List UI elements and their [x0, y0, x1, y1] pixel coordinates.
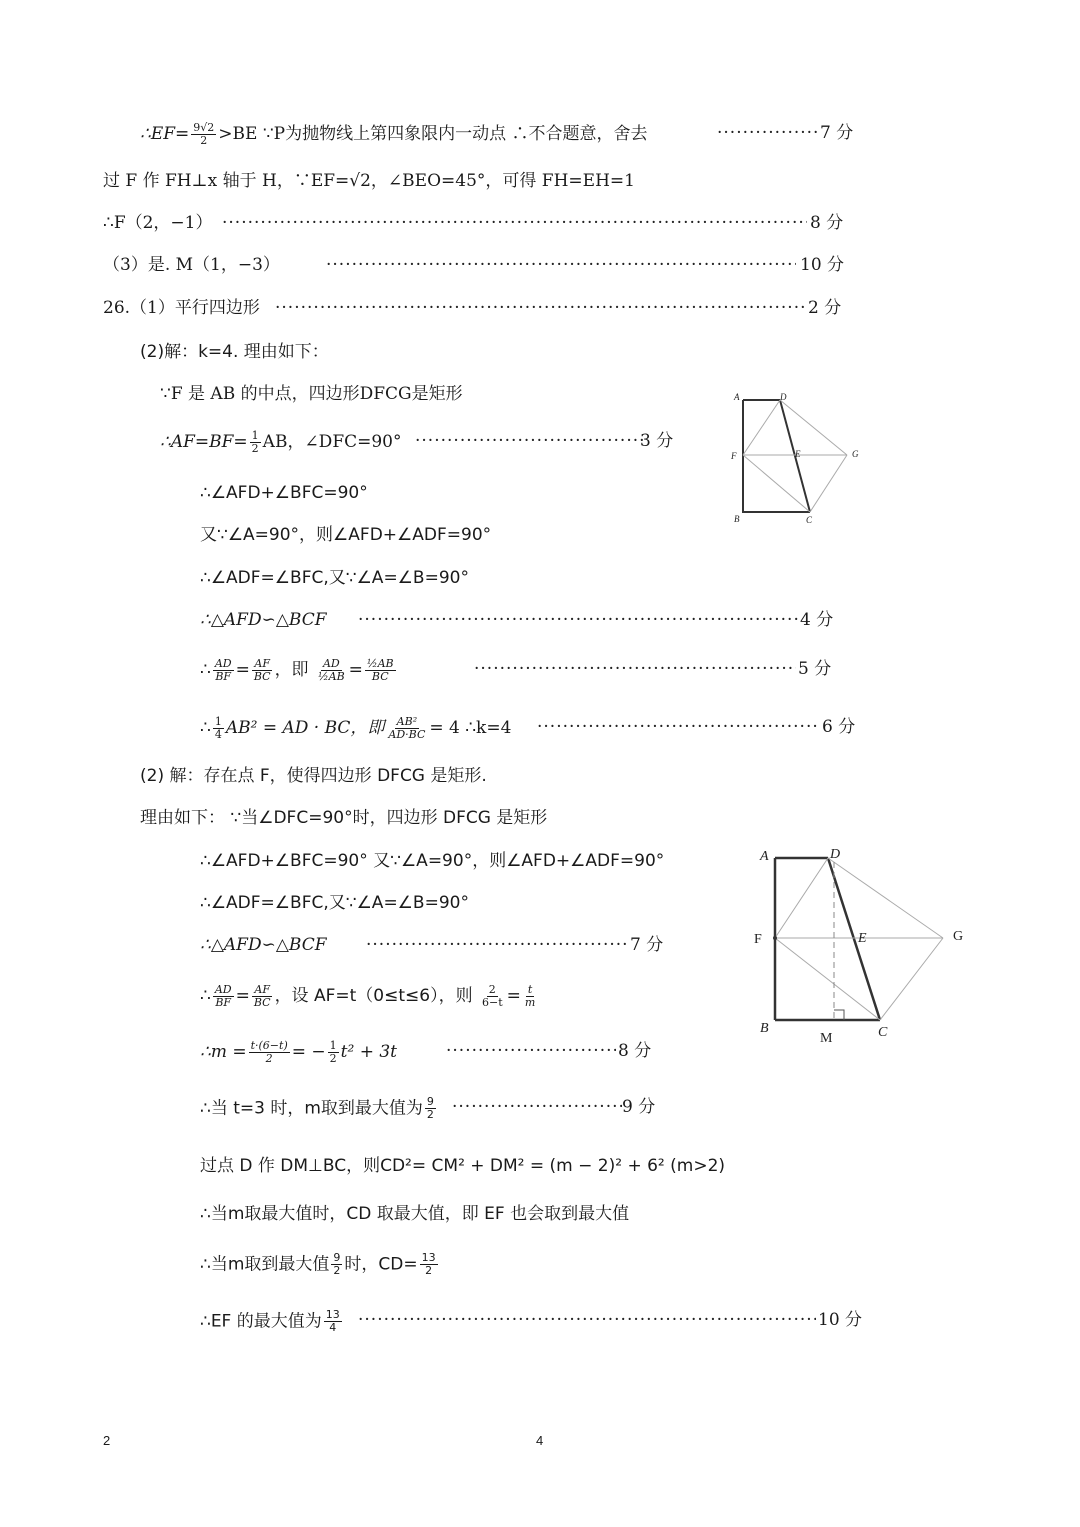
footer-center-page: 4: [536, 1433, 544, 1448]
leader-dots: [358, 1309, 816, 1331]
line-ef-condition: [140, 122, 648, 147]
leader-dots: [222, 212, 807, 234]
score: 6 分: [822, 717, 856, 737]
geometry-figure-2: [750, 840, 980, 1050]
text: >BE ∵P为抛物线上第四象限内一动点 ∴不合题意，舍去: [218, 124, 648, 144]
line-cd-max: ∴当m取最大值时，CD 取最大值，即 EF 也会取到最大值: [200, 1204, 630, 1224]
line-part2-reason: 理由如下： ∵当∠DFC=90°时，四边形 DFCG 是矩形: [140, 808, 548, 828]
score: 10 分: [800, 255, 845, 275]
score: 2 分: [808, 298, 842, 318]
line-f-point: ∴F（2，−1）: [103, 213, 213, 233]
line-26-1: 26.（1）平行四边形: [103, 298, 260, 318]
leader-dots: [446, 1040, 616, 1062]
line-ratio: ∴ $\frac{AD}{BF}$ = $\frac{AF}{BC}$ ，即 $\frac{AD}{\text{½AB}}$ = $\frac{\text{½AB}}{BC}$: [200, 657, 394, 683]
score: 4 分: [800, 610, 834, 630]
label-e: E: [858, 931, 867, 946]
side-dc: [828, 858, 880, 1020]
line-max-m: ∴当 t=3 时，m取到最大值为 $\frac{9}{2}$: [200, 1095, 434, 1121]
leader-dots: [366, 934, 628, 956]
right-angle-mark: [834, 1010, 844, 1020]
line-similar: ∴△AFD∽△BCF: [200, 610, 327, 630]
line-fh: 过 F 作 FH⊥x 轴于 H，∵EF=√2，∠BEO=45°，可得 FH=EH=1: [103, 171, 635, 191]
line-fc: [743, 455, 810, 512]
label-b: B: [734, 514, 740, 524]
label-a: A: [760, 849, 769, 864]
fraction: $\frac{9√2}{2}$: [193, 121, 215, 147]
score: 3 分: [640, 431, 674, 451]
line-fd: [775, 858, 828, 938]
score: 7 分: [630, 935, 664, 955]
leader-dots: [415, 430, 643, 452]
line-af-bf: ∴AF=BF= $\frac{1}{2}$ AB，∠DFC=90°: [160, 429, 402, 455]
line-angle-adf: ∴∠ADF=∠BFC,又∵∠A=∠B=90°: [200, 568, 469, 588]
fraction: $\frac{1}{2}$: [251, 429, 259, 455]
label-f: F: [754, 932, 762, 947]
line-k-value: ∴ $\frac{1}{4}$ AB² = AD · BC，即 $\frac{\text{AB²}}{AD\cdot BC}$ = 4 ∴k=4: [200, 715, 512, 741]
leader-dots: [358, 609, 798, 631]
line-dm-cd: 过点 D 作 DM⊥BC，则CD²= CM² + DM² = (m − 2)² + 6² (m>2): [200, 1156, 726, 1176]
label-m: M: [820, 1031, 833, 1046]
line-fd: [743, 400, 780, 455]
line-part2-adf: ∴∠ADF=∠BFC,又∵∠A=∠B=90°: [200, 893, 469, 913]
line-part2-intro: (2) 解：存在点 F，使得四边形 DFCG 是矩形.: [140, 766, 487, 786]
line-cd-value: ∴当m取到最大值 $\frac{9}{2}$ 时，CD= $\frac{13}{2}$: [200, 1251, 436, 1277]
label-a: A: [734, 392, 740, 402]
score: 10 分: [818, 1310, 863, 1330]
line-angle-sum: ∴∠AFD+∠BFC=90°: [200, 483, 368, 503]
footer-left-page: 2: [103, 1433, 111, 1448]
line-cg: [880, 938, 943, 1020]
line-part2-ratio: ∴ $\frac{AD}{BF}$ = $\frac{AF}{BC}$ ，设 AF=t（0≤t≤6），则 $\frac{2}{6-t}$ = $\frac{t}{m}$: [200, 983, 536, 1009]
line-part2-similar: ∴△AFD∽△BCF: [200, 935, 327, 955]
score: 9 分: [622, 1097, 656, 1117]
leader-dots: [537, 716, 819, 738]
line-dg: [828, 858, 943, 938]
leader-dots: [275, 297, 805, 319]
line-fc: [775, 938, 880, 1020]
score: 5 分: [798, 659, 832, 679]
line-dg: [780, 400, 847, 455]
text: ∴EF=: [140, 124, 190, 144]
label-b: B: [760, 1021, 769, 1036]
line-part2-angles: ∴∠AFD+∠BFC=90° 又∵∠A=90°，则∠AFD+∠ADF=90°: [200, 851, 665, 871]
label-e: E: [795, 449, 801, 459]
line-26-2-k: (2)解：k=4. 理由如下：: [140, 342, 329, 362]
score: 8 分: [810, 213, 844, 233]
score: 8 分: [618, 1041, 652, 1061]
leader-dots: [326, 254, 796, 276]
label-d: D: [780, 392, 787, 402]
line-ef-max: ∴EF 的最大值为 $\frac{13}{4}$: [200, 1308, 340, 1334]
label-c: C: [878, 1025, 888, 1040]
line-angle-a: 又∵∠A=90°，则∠AFD+∠ADF=90°: [200, 525, 492, 545]
label-g: G: [953, 929, 964, 944]
score: 7 分: [820, 123, 854, 143]
line-m-formula: ∴m = $\frac{t\cdot(6-t)}{2}$ = − $\frac{1}{2}$ t² + 3t: [200, 1039, 397, 1065]
point-f: [773, 936, 777, 940]
geometry-figure-1: [730, 390, 870, 530]
line-f-midpoint: ∵F 是 AB 的中点，四边形DFCG是矩形: [160, 384, 463, 404]
label-f: F: [731, 451, 737, 461]
label-g: G: [852, 449, 859, 459]
leader-dots: [717, 122, 817, 144]
line-m-point: （3）是. M（1，−3）: [103, 255, 280, 275]
leader-dots: [452, 1096, 622, 1118]
label-d: D: [830, 847, 841, 862]
label-c: C: [806, 515, 813, 525]
leader-dots: [474, 658, 796, 680]
line-cg: [810, 455, 847, 512]
